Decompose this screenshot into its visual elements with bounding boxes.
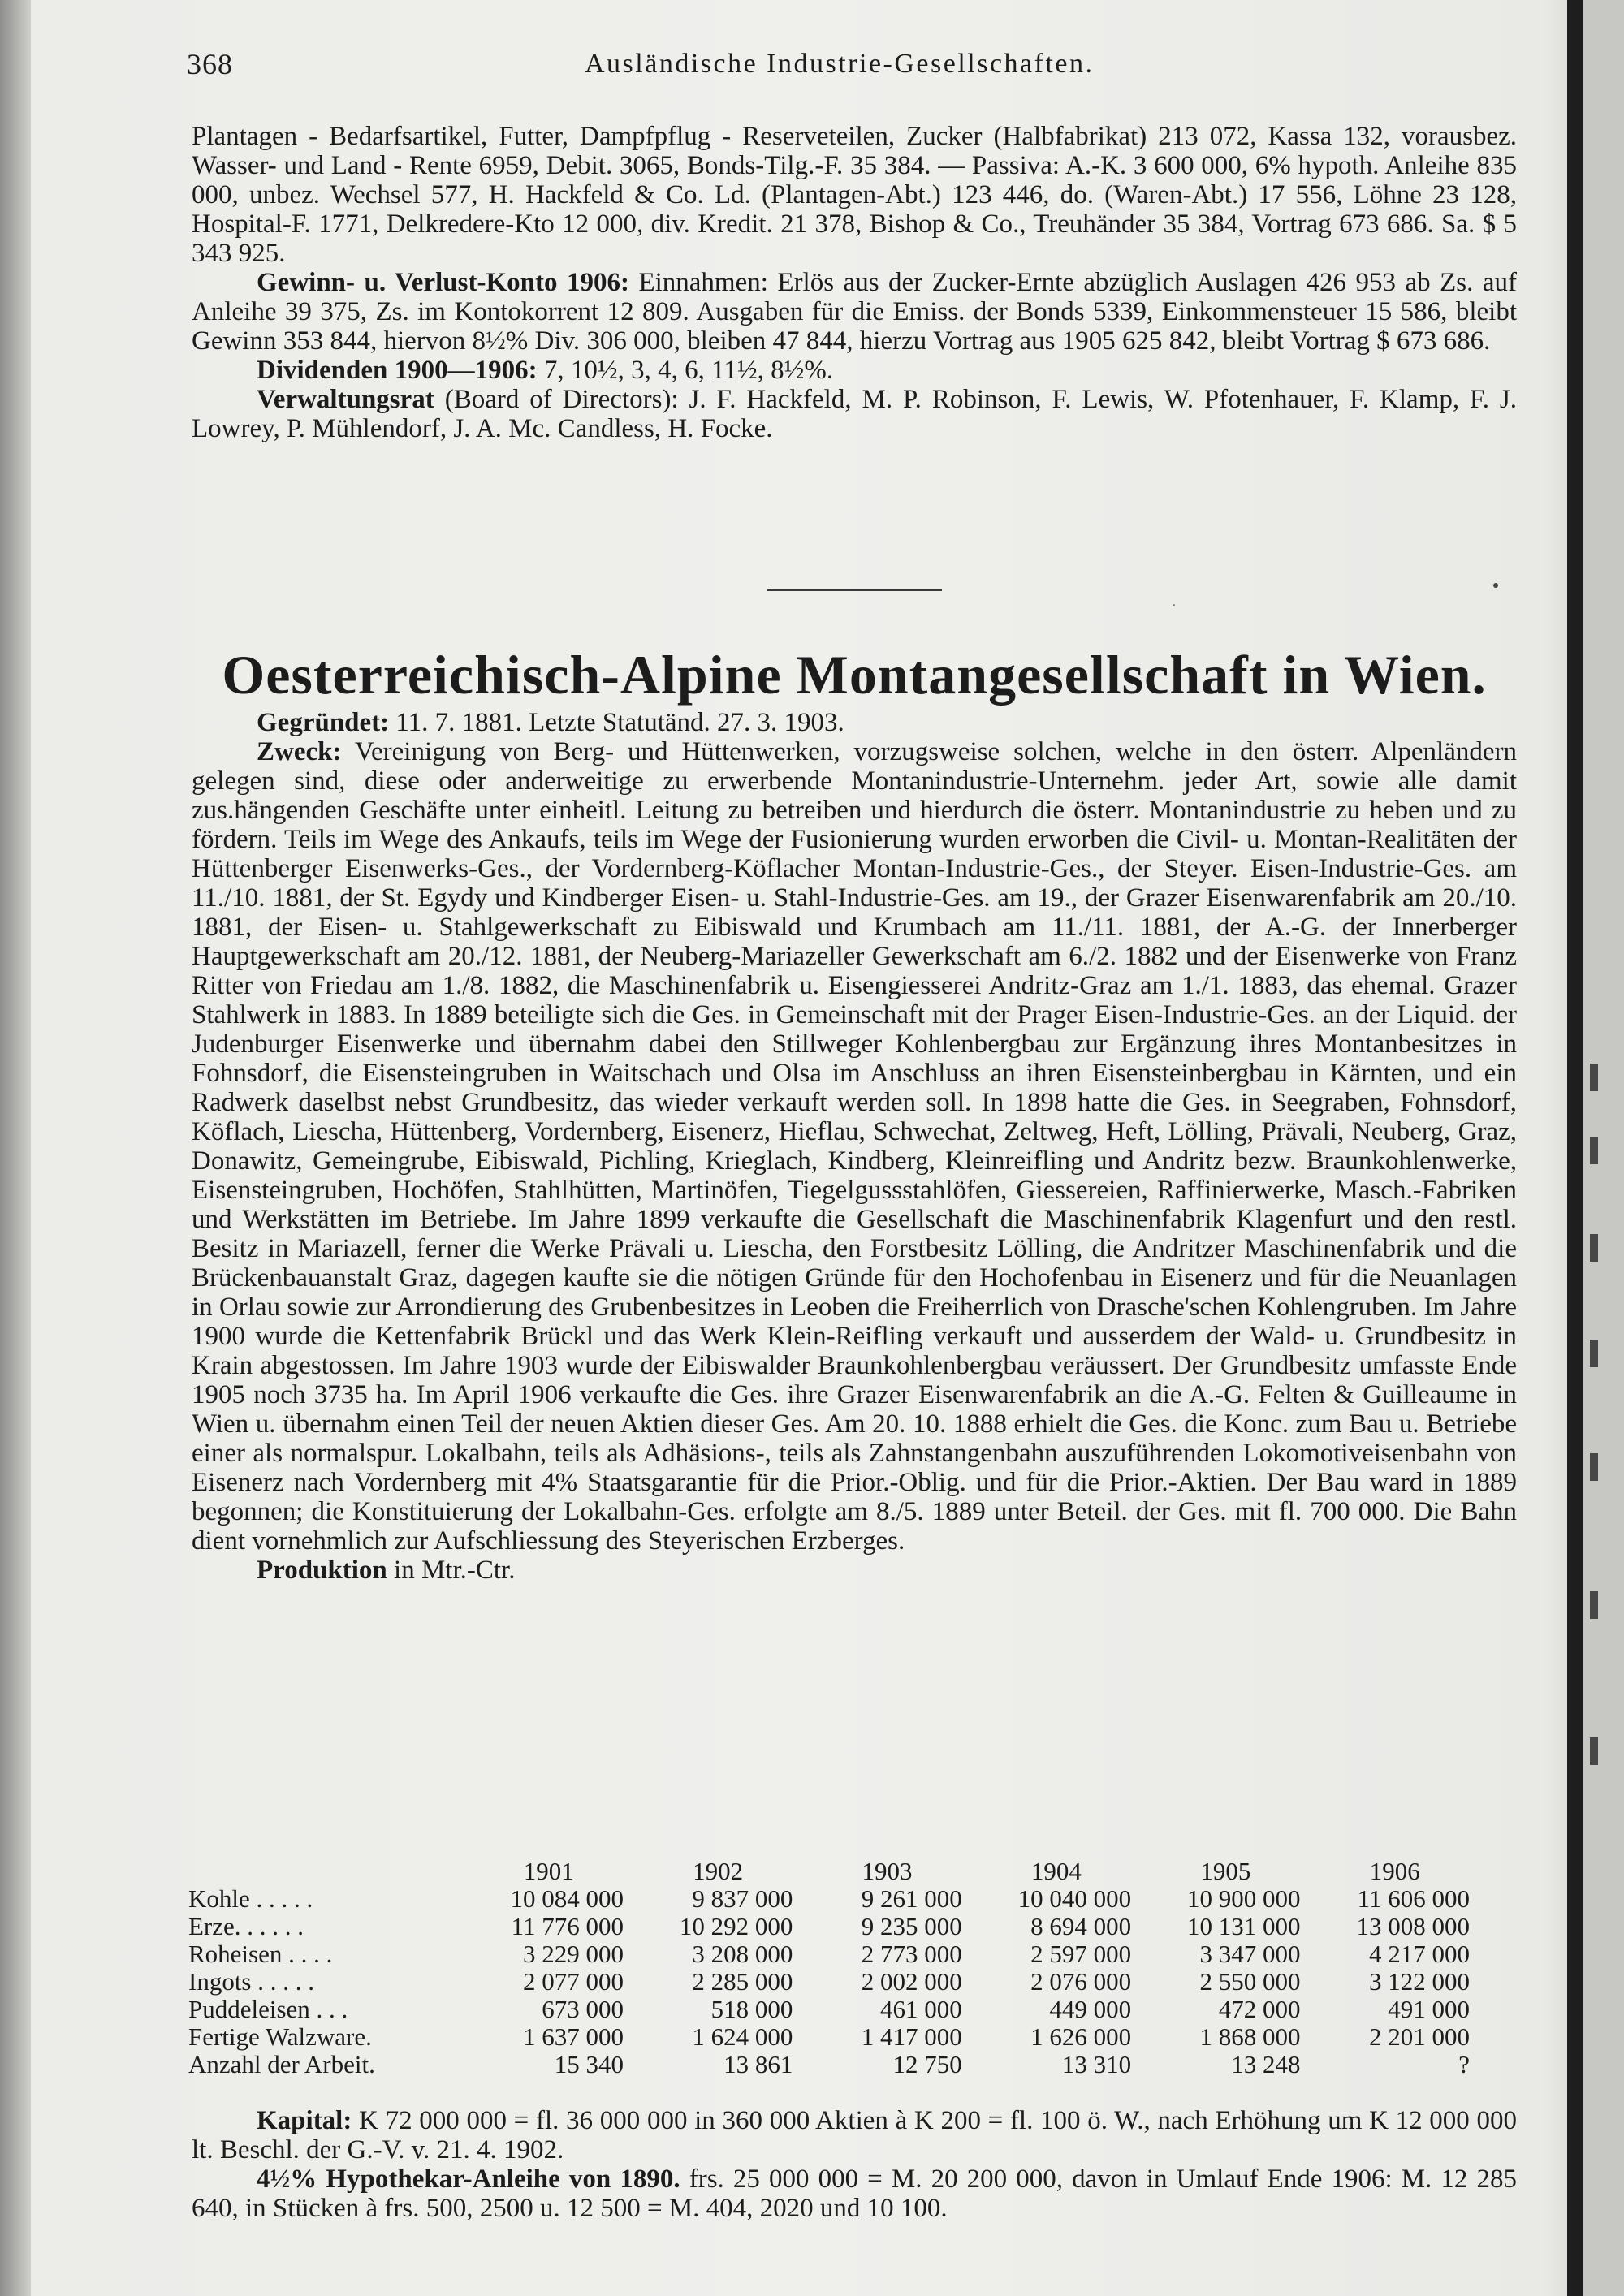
production-value: 2 076 000 xyxy=(1030,1967,1132,1996)
production-value: 518 000 xyxy=(710,1995,793,2023)
production-value: 11 606 000 xyxy=(1357,1884,1470,1913)
production-value: 1 626 000 xyxy=(1030,2022,1132,2051)
board-label: Verwaltungsrat xyxy=(257,385,434,414)
profit-loss-label: Gewinn- u. Verlust-Konto 1906: xyxy=(257,268,629,297)
dividends-text: 7, 10½, 3, 4, 6, 11½, 8½%. xyxy=(543,356,834,385)
production-value: 15 340 xyxy=(554,2050,624,2078)
production-value: 491 000 xyxy=(1388,1995,1470,2023)
adjacent-page-mark xyxy=(1590,1064,1598,1091)
capital-text: K 72 000 000 = fl. 36 000 000 in 360 000 Aktien à K 200 = fl. 100 ö. W., nach Erhöhung um K 12 000 000 lt. Beschl. der G.-V. v. 21. 4. 1902. xyxy=(192,2106,1517,2164)
adjacent-page-mark xyxy=(1590,1591,1598,1619)
profit-loss-text: Einnahmen: Erlös aus der Zucker-Ernte abzüglich Auslagen 426 953 ab Zs. auf Anleihe 39 375, Zs. im Kontokorrent 12 809. Ausgaben für die Emiss. der Bonds 5339, Einkommensteuer 15 586, bleibt Gewinn 353 844, hiervon 8½% Div. 306 000, bleiben 47 844, hierzu Vortrag aus 1905 625 842, bleibt Vortrag $ 673 686. xyxy=(192,268,1517,356)
production-row xyxy=(188,1996,1479,2023)
adjacent-page-edge xyxy=(1583,0,1624,2296)
adjacent-page-mark xyxy=(1590,1340,1598,1367)
production-value: 9 261 000 xyxy=(861,1884,962,1913)
row-label: Erze. . . . . . xyxy=(188,1912,304,1940)
production-row xyxy=(188,2051,1479,2078)
production-value: 1 417 000 xyxy=(861,2022,962,2051)
purpose-paragraph xyxy=(192,737,1517,1556)
capital-paragraph xyxy=(192,2106,1517,2164)
header-spacer xyxy=(188,1858,464,1885)
year-header: 1906 xyxy=(1369,1857,1420,1885)
production-row xyxy=(188,1885,1479,1913)
production-value: 13 008 000 xyxy=(1356,1912,1470,1940)
production-value: 11 776 000 xyxy=(511,1912,624,1940)
year-header: 1903 xyxy=(862,1857,913,1885)
founded-text: 11. 7. 1881. Letzte Statutänd. 27. 3. 1903. xyxy=(395,708,844,737)
production-value: ? xyxy=(1458,2050,1470,2078)
production-value: 449 000 xyxy=(1049,1995,1132,2023)
balance-sheet-text: Plantagen - Bedarfsartikel, Futter, Dampfpflug - Reserveteilen, Zucker (Halbfabrikat) 213 072, Kassa 132, vorausbez. Wasser- und Land - Rente 6959, Debit. 3065, Bonds-Tilg.-F. 35 384. — Passiva: A.-K. 3 600 000, 6% hypoth. Anleihe 835 000, unbez. Wechsel 577, H. Hackfeld & Co. Ld. (Plantagen-Abt.) 123 446, do. (Waren-Abt.) 17 556, Löhne 23 128, Hospital-F. 1771, Delkredere-Kto 12 000, div. Kredit. 21 378, Bishop & Co., Treuhänder 35 384, Vortrag 673 686. Sa. $ 5 343 925. xyxy=(192,122,1517,268)
production-value: 2 201 000 xyxy=(1369,2022,1470,2051)
production-value: 10 131 000 xyxy=(1187,1912,1301,1940)
print-speck xyxy=(1173,604,1175,606)
production-value: 3 122 000 xyxy=(1369,1967,1470,1996)
page-binding-edge xyxy=(0,0,31,2296)
production-value: 9 837 000 xyxy=(692,1884,793,1913)
page-header xyxy=(187,47,1535,96)
production-value: 461 000 xyxy=(879,1995,962,2023)
adjacent-page-mark xyxy=(1590,1737,1598,1765)
year-header: 1902 xyxy=(693,1857,744,1885)
production-value: 3 347 000 xyxy=(1199,1940,1301,1968)
year-header: 1904 xyxy=(1030,1857,1082,1885)
founded-label: Gegründet: xyxy=(257,708,390,737)
production-value: 2 597 000 xyxy=(1030,1940,1132,1968)
production-row xyxy=(188,1968,1479,1996)
production-value: 3 208 000 xyxy=(692,1940,793,1968)
running-title: Ausländische Industrie-Gesellschaften. xyxy=(585,49,1095,79)
loan-label: 4½% Hypothekar-Anleihe von 1890. xyxy=(257,2164,680,2194)
production-value: 10 900 000 xyxy=(1187,1884,1301,1913)
loan-paragraph xyxy=(192,2164,1517,2223)
production-value: 2 077 000 xyxy=(522,1967,624,1996)
adjacent-page-mark xyxy=(1590,1453,1598,1481)
production-value: 12 750 xyxy=(892,2050,962,2078)
row-label: Puddeleisen . . . xyxy=(188,1995,348,2023)
production-value: 2 002 000 xyxy=(861,1967,962,1996)
production-row xyxy=(188,1913,1479,1940)
production-value: 3 229 000 xyxy=(522,1940,624,1968)
book-gutter xyxy=(1567,0,1583,2296)
production-value: 9 235 000 xyxy=(861,1912,962,1940)
production-value: 10 292 000 xyxy=(679,1912,793,1940)
production-unit: in Mtr.-Ctr. xyxy=(394,1556,516,1585)
production-heading xyxy=(192,1556,1517,1585)
founded-paragraph xyxy=(192,708,1517,737)
production-value: 10 040 000 xyxy=(1017,1884,1132,1913)
row-label: Roheisen . . . . xyxy=(188,1940,333,1968)
row-label: Kohle . . . . . xyxy=(188,1884,313,1913)
year-header: 1905 xyxy=(1200,1857,1251,1885)
company-title: Oesterreichisch-Alpine Montangesellschaft in Wien. xyxy=(222,644,1487,706)
adjacent-page-mark xyxy=(1590,1234,1598,1262)
company-body xyxy=(192,708,1517,1585)
board-text: (Board of Directors): J. F. Hackfeld, M. P. Robinson, F. Lewis, W. Pfotenhauer, F. Klamp, F. J. Lowrey, P. Mühlendorf, J. A. Mc. Candless, H. Focke. xyxy=(192,385,1518,443)
page-number: 368 xyxy=(187,48,233,80)
purpose-label: Zweck: xyxy=(257,737,342,766)
production-value: 2 550 000 xyxy=(1199,1967,1301,1996)
production-value: 1 624 000 xyxy=(692,2022,793,2051)
production-value: 13 310 xyxy=(1061,2050,1132,2078)
production-value: 673 000 xyxy=(542,1995,624,2023)
production-value: 472 000 xyxy=(1218,1995,1301,2023)
production-row xyxy=(188,2023,1479,2051)
row-label: Fertige Walzware. xyxy=(188,2022,372,2051)
production-value: 10 084 000 xyxy=(510,1884,624,1913)
capital-section xyxy=(192,2106,1517,2223)
dividends-label: Dividenden 1900—1906: xyxy=(257,356,538,385)
profit-loss-paragraph xyxy=(192,268,1517,356)
previous-company-section xyxy=(192,122,1517,443)
production-value: 2 773 000 xyxy=(861,1940,962,1968)
adjacent-page-mark xyxy=(1590,1137,1598,1164)
production-value: 13 248 xyxy=(1231,2050,1301,2078)
production-row xyxy=(188,1940,1479,1968)
year-header: 1901 xyxy=(523,1857,574,1885)
row-label: Ingots . . . . . xyxy=(188,1967,314,1996)
production-header-row xyxy=(188,1858,1479,1885)
production-table xyxy=(188,1858,1479,2078)
loan-text: frs. 25 000 000 = M. 20 200 000, davon in Umlauf Ende 1906: M. 12 285 640, in Stücken à frs. 500, 2500 u. 12 500 = M. 404, 2020 und 10 100. xyxy=(192,2164,1518,2223)
purpose-text: Vereinigung von Berg- und Hüttenwerken, vorzugsweise solchen, welche in den österr. Alpenländern gelegen sind, diese oder anderweitige zu erwerbende Montanindustrie-Unternehm. jeder Art, sowie alle damit zus.hängenden Geschäfte unter einheitl. Leitung zu betreiben und hierdurch die österr. Montanindustrie zu heben und zu fördern. Teils im Wege des Ankaufs, teils im Wege der Fusionierung wurden erworben die Civil- u. Montan-Realitäten der Hüttenberger Eisenwerks-Ges., der Vordernberg-Köflacher Montan-Industrie-Ges., der Steyer. Eisen-Industrie-Ges. am 11./10. 1881, der St. Egydy und Kindberger Eisen- u. Stahl-Industrie-Ges. am 19., der Grazer Eisenwarenfabrik am 20./10. 1881, der Eisen- u. Stahlgewerkschaft zu Eibiswald und Krumbach am 11./11. 1881, der A.-G. der Innerberger Hauptgewerkschaft am 20./12. 1881, der Neuberg-Mariazeller Gewerkschaft am 6./2. 1882 und der Eisenwerke von Franz Ritter von Friedau am 1./8. 1882, die Maschinenfabrik u. Eisengiesserei Andritz-Graz am 1./1. 1883, das ehemal. Grazer Stahlwerk in 1883. In 1889 beteiligte sich die Ges. in Gemeinschaft mit der Prager Eisen-Industrie-Ges. an der Liquid. der Judenburger Eisenwerke und übernahm dabei den Stillweger Kohlenbergbau zur Ergänzung ihres Montanbesitzes in Fohnsdorf, die Eisensteingruben in Waitschach und Olsa im Anschluss an ihren Eisensteinbergbau in Kärnten, und ein Radwerk daselbst nebst Grundbesitz, das wieder verkauft werden soll. In 1898 hatte die Ges. in Seegraben, Fohnsdorf, Köflach, Liescha, Hüttenberg, Vordernberg, Eisenerz, Hieflau, Schwechat, Zeltweg, Heft, Lölling, Prävali, Neuberg, Graz, Donawitz, Gemeingrube, Eibiswald, Pichling, Krieglach, Kindberg, Kleinreifling und Andritz bezw. Braunkohlenwerke, Eisensteingruben, Hochöfen, Stahlhütten, Martinöfen, Tiegelgussstahlöfen, Giessereien, Raffinierwerke, Masch.-Fabriken und Werkstätten im Betriebe. Im Jahre 1899 verkaufte die Gesellschaft die Maschinenfabrik Klagenfurt und den restl. Besitz in Mariazell, ferner die Werke Prävali u. Liescha, den Forstbesitz Lölling, die Andritzer Maschinenfabrik und die Brückenbauanstalt Graz, dagegen kaufte sie die nötigen Gründe für den Hochofenbau in Eisenerz und für die Neuanlagen in Orlau sowie zur Arrondierung des Grubenbesitzes in Leoben die Freiherrlich von Drasche'schen Kohlengruben. Im Jahre 1900 wurde die Kettenfabrik Brückl und das Werk Klein-Reifling verkauft und ausserdem der Wald- u. Grundbesitz in Krain abgestossen. Im Jahre 1903 wurde der Eibiswalder Braunkohlenbergbau veräussert. Der Grundbesitz umfasste Ende 1905 noch 3735 ha. Im April 1906 verkaufte die Ges. ihre Grazer Eisenwarenfabrik an die A.-G. Felten & Guilleaume in Wien u. übernahm einen Teil der neuen Aktien dieser Ges. Am 20. 10. 1888 erhielt die Ges. die Konc. zum Bau u. Betriebe einer als normalspur. Lokalbahn, teils als Adhäsions-, teils als Zahnstangenbahn auszuführenden Lokomotiveisenbahn von Eisenerz nach Vordernberg mit 4% Staatsgarantie für die Prior.-Oblig. und für die Prior.-Aktien. Der Bau ward in 1889 begonnen; die Konstituierung der Lokalbahn-Ges. erfolgte am 8./5. 1889 unter Beteil. der Ges. mit fl. 700 000. Die Bahn dient vornehmlich zur Aufschliessung des Steyerischen Erzberges. xyxy=(192,737,1517,1556)
board-paragraph xyxy=(192,385,1517,443)
production-value: 4 217 000 xyxy=(1369,1940,1470,1968)
production-body xyxy=(188,1885,1479,2078)
print-speck xyxy=(1493,583,1498,588)
row-label: Anzahl der Arbeit. xyxy=(188,2050,375,2078)
production-value: 13 861 xyxy=(723,2050,793,2078)
production-value: 8 694 000 xyxy=(1030,1912,1132,1940)
production-label: Produktion xyxy=(257,1556,387,1585)
production-value: 1 868 000 xyxy=(1199,2022,1301,2051)
dividends-paragraph xyxy=(192,356,1517,385)
capital-label: Kapital: xyxy=(257,2106,352,2135)
section-divider xyxy=(767,589,942,591)
production-value: 2 285 000 xyxy=(692,1967,793,1996)
production-value: 1 637 000 xyxy=(522,2022,624,2051)
